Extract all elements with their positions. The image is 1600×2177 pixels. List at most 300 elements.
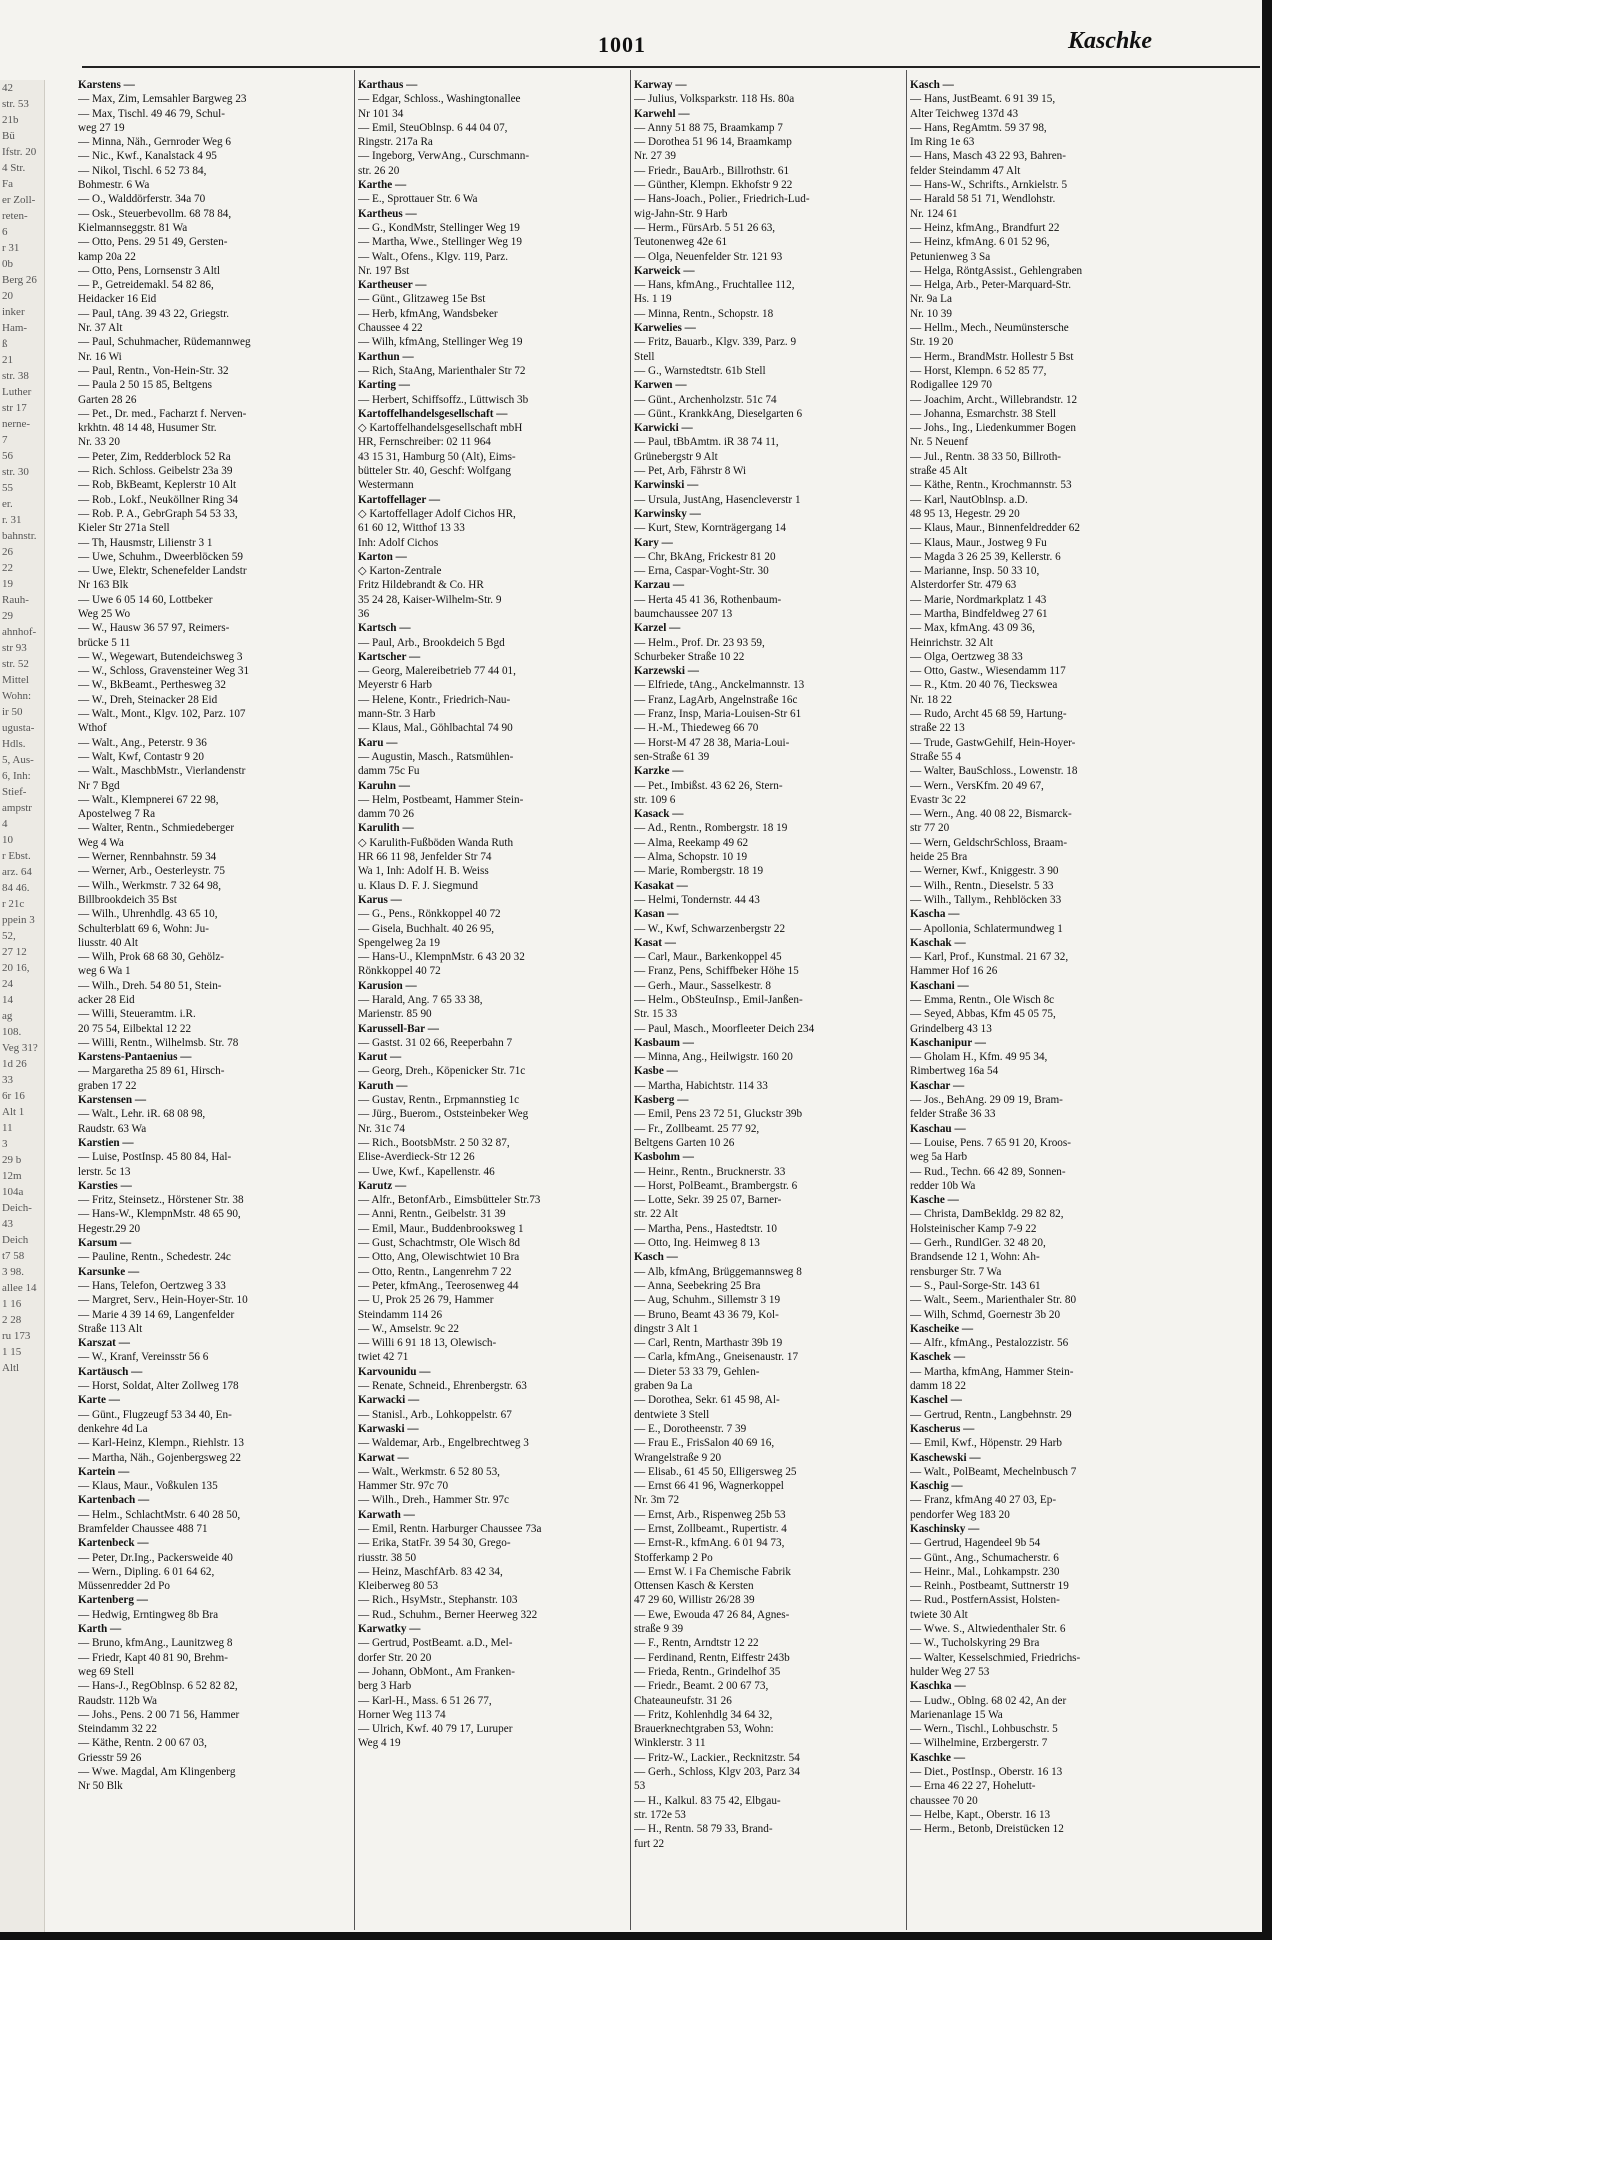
directory-entry: — Emil, Maur., Buddenbrooksweg 1 (358, 1222, 524, 1235)
margin-fragment: str 93 (2, 642, 27, 654)
directory-entry: Chateauneufstr. 31 26 (634, 1694, 732, 1707)
margin-fragment: ru 173 (2, 1330, 31, 1342)
margin-fragment: 104a (2, 1186, 24, 1198)
directory-entry: — Hans-U., KlempnMstr. 6 43 20 32 (358, 951, 525, 964)
directory-entry: str. 109 6 (634, 793, 676, 806)
directory-entry: — Elisab., 61 45 50, Elligersweg 25 (634, 1465, 797, 1478)
directory-entry: — Paul, tBbAmtm. iR 38 74 11, (634, 436, 779, 449)
margin-fragment: bahnstr. (2, 530, 37, 542)
directory-entry: ◇ Karton-Zentrale (358, 565, 442, 578)
margin-fragment: reten- (2, 210, 28, 222)
directory-entry: — Emil, Pens 23 72 51, Gluckstr 39b (634, 1108, 803, 1121)
directory-entry: Grünebergstr 9 Alt (634, 450, 718, 463)
directory-entry: wig-Jahn-Str. 9 Harb (634, 207, 728, 220)
directory-entry: graben 9a La (634, 1380, 693, 1393)
margin-fragment: Fa (2, 178, 13, 190)
directory-entry: — Fr., Zollbeamt. 25 77 92, (634, 1122, 760, 1135)
directory-entry: — Louise, Pens. 7 65 91 20, Kroos- (910, 1136, 1071, 1149)
directory-entry: Griesstr 59 26 (78, 1751, 142, 1764)
directory-entry: — Erika, StatFr. 39 54 30, Grego- (358, 1537, 511, 1550)
directory-entry: — Günt., Glitzaweg 15e Bst (358, 293, 486, 306)
margin-fragment: 19 (2, 578, 13, 590)
directory-entry: mann-Str. 3 Harb (358, 708, 436, 721)
margin-fragment: 3 (2, 1138, 8, 1150)
directory-entry: — Fritz, Steinsetz., Hörstener Str. 38 (78, 1194, 244, 1207)
margin-fragment: arz. 64 (2, 866, 32, 878)
directory-entry: 43 15 31, Hamburg 50 (Alt), Eims- (358, 450, 516, 463)
directory-entry: — Hans, Telefon, Oertzweg 3 33 (78, 1279, 226, 1292)
directory-entry: — Anna, Seebekring 25 Bra (634, 1279, 761, 1292)
directory-entry: — Wern, GeldschrSchloss, Braam- (910, 836, 1068, 849)
directory-entry: dingstr 3 Alt 1 (634, 1322, 699, 1335)
scan-edge-right (1262, 0, 1272, 1940)
directory-entry: — Werner, Kwf., Kniggestr. 3 90 (910, 865, 1059, 878)
directory-entry: — P., Getreidemakl. 54 82 86, (78, 279, 214, 292)
directory-entry: — Jürg., Buerom., Oststeinbeker Weg (358, 1108, 529, 1121)
surname-heading: Karwat — (358, 1451, 409, 1464)
directory-entry: lerstr. 5c 13 (78, 1165, 131, 1178)
directory-entry: Grindelberg 43 13 (910, 1022, 992, 1035)
directory-entry: — O., Walddörferstr. 34a 70 (78, 193, 206, 206)
margin-fragment: er Zoll- (2, 194, 36, 206)
directory-entry: — Ernst W. i Fa Chemische Fabrik (634, 1565, 791, 1578)
margin-fragment: 1 15 (2, 1346, 22, 1358)
directory-entry: — Paul, Rentn., Von-Hein-Str. 32 (78, 364, 229, 377)
directory-entry: Rimbertweg 16a 54 (910, 1065, 999, 1078)
directory-entry: — Klaus, Mal., Göhlbachtal 74 90 (358, 722, 513, 735)
surname-heading: Kartäusch — (78, 1365, 143, 1378)
directory-entry: — Herm., Betonb, Dreistücken 12 (910, 1823, 1064, 1836)
directory-entry: ◇ Karulith-Fußböden Wanda Ruth (358, 836, 514, 849)
directory-entry: — Frieda, Rentn., Grindelhof 35 (634, 1665, 781, 1678)
directory-entry: — Reinh., Postbeamt, Suttnerstr 19 (910, 1580, 1069, 1593)
surname-heading: Karwinski — (634, 479, 699, 492)
directory-entry: — Martha, Wwe., Stellinger Weg 19 (358, 236, 522, 249)
directory-entry: Alter Teichweg 137d 43 (910, 107, 1019, 120)
directory-entry: — Rich, StaAng, Marienthaler Str 72 (358, 364, 526, 377)
surname-heading: Karus — (358, 893, 402, 906)
directory-entry: — Joachim, Archt., Willebrandstr. 12 (910, 393, 1078, 406)
directory-entry: — Wilh., Uhrenhdlg. 43 65 10, (78, 908, 218, 921)
margin-fragment: Luther (2, 386, 32, 398)
margin-fragment: nerne- (2, 418, 31, 430)
directory-entry: — Gisela, Buchhalt. 40 26 95, (358, 922, 495, 935)
directory-entry: — Heinz, kfmAng. 6 01 52 96, (910, 236, 1050, 249)
directory-entry: — Franz, kfmAng 40 27 03, Ep- (910, 1494, 1057, 1507)
directory-entry: — Herb, kfmAng, Wandsbeker (358, 307, 498, 320)
directory-entry: — Emma, Rentn., Ole Wisch 8c (910, 994, 1055, 1006)
directory-entry: — Walter, BauSchloss., Lowenstr. 18 (910, 765, 1078, 778)
directory-entry: — Paul, Schuhmacher, Rüdemannweg (78, 336, 251, 349)
directory-entry: weg 69 Stell (78, 1665, 134, 1678)
directory-entry: — Th, Hausmstr, Lilienstr 3 1 (78, 536, 213, 549)
directory-entry: — Walt, Kwf, Contastr 9 20 (78, 750, 204, 763)
directory-entry: Straße 55 4 (910, 750, 961, 763)
directory-entry: — Aug, Schuhm., Sillemstr 3 19 (634, 1294, 781, 1307)
surname-heading: Karweick — (634, 264, 695, 277)
margin-fragment: 3 98. (2, 1266, 24, 1278)
directory-entry: — Pauline, Rentn., Schedestr. 24c (78, 1251, 231, 1264)
directory-entry: u. Klaus D. F. J. Siegmund (358, 879, 478, 892)
directory-entry: — Peter, Zim, Redderblock 52 Ra (78, 450, 231, 463)
surname-heading: Karstien — (78, 1136, 134, 1149)
directory-entry: Holsteinischer Kamp 7-9 22 (910, 1222, 1037, 1235)
directory-entry: weg 5a Harb (910, 1151, 968, 1164)
directory-entry: — Augustin, Masch., Ratsmühlen- (358, 750, 514, 763)
directory-entry: Brandsende 12 1, Wohn: Ah- (910, 1251, 1040, 1264)
surname-heading: Karte — (78, 1394, 120, 1407)
directory-entry: — Elfriede, tAng., Anckelmannstr. 13 (634, 679, 805, 692)
directory-entry: Billbrookdeich 35 Bst (78, 893, 177, 906)
directory-entry: — Helm, Postbeamt, Hammer Stein- (358, 793, 524, 806)
directory-entry: Marienstr. 85 90 (358, 1008, 432, 1021)
header-rule (82, 66, 1260, 68)
directory-entry: — Herbert, Schiffsoffz., Lüttwisch 3b (358, 393, 529, 406)
surname-heading: Kaschel — (910, 1394, 962, 1407)
directory-entry: — Alma, Schopstr. 10 19 (634, 851, 748, 864)
directory-entry: redder 10b Wa (910, 1179, 976, 1192)
directory-entry: — Rud., Schuhm., Berner Heerweg 322 (358, 1608, 538, 1621)
directory-entry: — G., KondMstr, Stellinger Weg 19 (358, 221, 520, 234)
directory-entry: Teutonenweg 42e 61 (634, 236, 728, 249)
directory-entry: — Alfr., kfmAng., Pestalozzistr. 56 (910, 1337, 1069, 1350)
directory-entry: — Gertrud, PostBeamt. a.D., Mel- (358, 1637, 513, 1650)
margin-fragment: Deich- (2, 1202, 32, 1214)
directory-entry: — Günt., Flugzeugf 53 34 40, En- (78, 1408, 232, 1421)
directory-entry: — Nikol, Tischl. 6 52 73 84, (78, 164, 207, 177)
directory-entry: Straße 113 Alt (78, 1322, 143, 1335)
margin-fragment: 14 (2, 994, 13, 1006)
directory-entry: — H.-M., Thiedeweg 66 70 (634, 722, 759, 735)
surname-heading: Kaschanipur — (910, 1036, 986, 1049)
surname-heading: Kartheus — (358, 207, 417, 220)
directory-entry: — Seyed, Abbas, Kfm 45 05 75, (910, 1008, 1056, 1021)
directory-entry: — Rob. P. A., GebrGraph 54 53 33, (78, 507, 238, 520)
directory-entry: — W., Amselstr. 9c 22 (358, 1322, 460, 1335)
directory-entry: — Peter, Dr.Ing., Packersweide 40 (78, 1551, 233, 1564)
margin-fragment: str. 53 (2, 98, 29, 110)
column-divider (906, 70, 907, 1930)
surname-heading: Kascheike — (910, 1322, 974, 1335)
directory-entry: — Hellm., Mech., Neumünstersche (910, 322, 1069, 335)
directory-entry: — Wwe. Magdal, Am Klingenberg (78, 1766, 236, 1779)
directory-entry: — Herm., BrandMstr. Hollestr 5 Bst (910, 350, 1074, 363)
margin-fragment: 11 (2, 1122, 13, 1134)
margin-fragment: 7 (2, 434, 8, 446)
directory-entry: — Heinr., Mal., Lohkampstr. 230 (910, 1565, 1060, 1578)
directory-entry: Fritz Hildebrandt & Co. HR (358, 579, 484, 592)
directory-entry: — Margret, Serv., Hein-Hoyer-Str. 10 (78, 1294, 248, 1307)
directory-entry: — Harald, Ang. 7 65 33 38, (358, 994, 483, 1006)
margin-fragment: 6 (2, 226, 8, 238)
directory-entry: Winklerstr. 3 11 (634, 1737, 706, 1750)
directory-entry: Raudstr. 112b Wa (78, 1694, 157, 1707)
margin-fragment: str 17 (2, 402, 27, 414)
directory-entry: Str. 15 33 (634, 1008, 678, 1021)
directory-entry: HR, Fernschreiber: 02 11 964 (358, 436, 491, 449)
directory-entry: — Bruno, kfmAng., Launitzweg 8 (78, 1637, 233, 1650)
directory-entry: graben 17 22 (78, 1079, 137, 1092)
directory-entry: — Friedr., Beamt. 2 00 67 73, (634, 1680, 769, 1693)
directory-entry: denkehre 4d La (78, 1422, 148, 1435)
directory-entry: — Gholam H., Kfm. 49 95 34, (910, 1051, 1048, 1064)
surname-heading: Karsunke — (78, 1265, 140, 1278)
directory-entry: — Helm., ObSteuInsp., Emil-Janßen- (634, 994, 803, 1006)
directory-entry: Nr. 124 61 (910, 207, 958, 220)
directory-entry: baumchaussee 207 13 (634, 607, 733, 620)
directory-entry: — Helbe, Kapt., Oberstr. 16 13 (910, 1808, 1051, 1821)
directory-entry: Ringstr. 217a Ra (358, 136, 433, 149)
directory-entry: — Walt., Lehr. iR. 68 08 98, (78, 1108, 206, 1121)
margin-fragment: er. (2, 498, 13, 510)
directory-entry: — Rob., Lokf., Neuköllner Ring 34 (78, 493, 239, 506)
directory-entry: — Klaus, Maur., Voßkulen 135 (78, 1480, 218, 1493)
surname-heading: Karwaski — (358, 1422, 419, 1435)
directory-entry: 53 (634, 1780, 646, 1793)
margin-fragment: 29 b (2, 1154, 22, 1166)
directory-entry: weg 27 19 (78, 121, 125, 134)
directory-entry: — Emil, SteuOblnsp. 6 44 04 07, (358, 121, 508, 134)
surname-heading: Karzewski — (634, 665, 699, 678)
directory-entry: Kleiberweg 80 53 (358, 1580, 439, 1593)
surname-heading: Karwatky — (358, 1623, 421, 1636)
directory-entry: — Rob, BkBeamt, Keplerstr 10 Alt (78, 479, 237, 492)
margin-fragment: 52, (2, 930, 16, 942)
directory-entry: — W., Tucholskyring 29 Bra (910, 1637, 1040, 1650)
margin-fragment: 43 (2, 1218, 13, 1230)
directory-entry: — Pet, Arb, Fährstr 8 Wi (634, 465, 747, 478)
surname-heading: Kartsch — (358, 622, 411, 635)
directory-entry: heide 25 Bra (910, 851, 968, 864)
directory-entry: — Max, Tischl. 49 46 79, Schul- (78, 107, 226, 120)
margin-fragment: allee 14 (2, 1282, 37, 1294)
directory-entry: — Paul, Masch., Moorfleeter Deich 234 (634, 1022, 815, 1035)
surname-heading: Karth — (78, 1623, 122, 1636)
directory-entry: — Lotte, Sekr. 39 25 07, Barner- (634, 1194, 782, 1207)
margin-fragment: Altl (2, 1362, 20, 1374)
directory-entry: — Pet., Imbißst. 43 62 26, Stern- (634, 779, 783, 792)
surname-heading: Karwehl — (634, 107, 690, 120)
directory-entry: krkhtn. 48 14 48, Husumer Str. (78, 422, 217, 435)
directory-entry: — Walt., Werkmstr. 6 52 80 53, (358, 1465, 500, 1478)
directory-entry: Evastr 3c 22 (910, 793, 966, 806)
directory-entry: — Martha, Pens., Hastedtstr. 10 (634, 1222, 777, 1235)
directory-entry: — Waldemar, Arb., Engelbrechtweg 3 (358, 1437, 529, 1450)
directory-entry: twiete 30 Alt (910, 1608, 968, 1621)
directory-entry: — Martha, Bindfeldweg 27 61 (910, 607, 1048, 620)
margin-fragment: ugusta- (2, 722, 35, 734)
directory-entry: — Wilh., Dreh., Hammer Str. 97c (358, 1494, 509, 1507)
surname-heading: Karszat — (78, 1337, 130, 1350)
directory-entry: riusstr. 38 50 (358, 1551, 417, 1564)
surname-heading: Karsum — (78, 1237, 132, 1250)
directory-entry: — Fritz-W., Lackier., Recknitzstr. 54 (634, 1751, 800, 1764)
directory-entry: — Herta 45 41 36, Rothenbaum- (634, 593, 782, 606)
directory-entry: — Wwe. S., Altwiedenthaler Str. 6 (910, 1623, 1066, 1636)
directory-entry: Nr. 31c 74 (358, 1122, 405, 1135)
directory-entry: — Horst, Klempn. 6 52 85 77, (910, 364, 1047, 377)
surname-heading: Kaschek — (910, 1351, 966, 1364)
margin-fragment: 0b (2, 258, 13, 270)
surname-heading: Karstens — (78, 79, 135, 91)
directory-entry: — Gertrud, Rentn., Langbehnstr. 29 (910, 1408, 1072, 1421)
directory-entry: — Günt., KrankkAng, Dieselgarten 6 (634, 407, 803, 420)
directory-entry: Im Ring 1e 63 (910, 136, 975, 149)
directory-entry: — Gustav, Rentn., Erpmannstieg 1c (358, 1094, 520, 1107)
margin-fragment: 21 (2, 354, 13, 366)
surname-heading: Karstens-Pantaenius — (78, 1051, 192, 1064)
directory-entry: felder Straße 36 33 (910, 1108, 996, 1121)
directory-entry: berg 3 Harb (358, 1680, 412, 1693)
surname-heading: Karthe — (358, 179, 407, 192)
directory-entry: — S., Paul-Sorge-Str. 143 61 (910, 1279, 1041, 1292)
directory-entry: Nr. 27 39 (634, 150, 676, 163)
surname-heading: Kasch — (634, 1251, 678, 1264)
surname-heading: Karway — (634, 79, 687, 91)
directory-entry: — Ad., Rentn., Rombergstr. 18 19 (634, 822, 788, 835)
margin-fragment: 2 28 (2, 1314, 22, 1326)
directory-entry: — Max, Zim, Lemsahler Bargweg 23 (78, 93, 247, 106)
directory-entry: — Gerh., RundlGer. 32 48 20, (910, 1237, 1046, 1250)
margin-fragment: str. 30 (2, 466, 29, 478)
directory-entry: — Carla, kfmAng., Gneisenaustr. 17 (634, 1351, 799, 1364)
directory-entry: — Wilh., Rentn., Dieselstr. 5 33 (910, 879, 1054, 892)
directory-entry: — Otto, Gastw., Wiesendamm 117 (910, 665, 1066, 678)
directory-entry: — Jul., Rentn. 38 33 50, Billroth- (910, 450, 1062, 463)
directory-entry: Nr 163 Blk (78, 579, 129, 592)
margin-fragment: Bü (2, 130, 15, 142)
directory-entry: — Dieter 53 33 79, Gehlen- (634, 1365, 760, 1378)
directory-entry: Weg 4 19 (358, 1737, 401, 1750)
directory-entry: — Harald 58 51 71, Wendlohstr. (910, 193, 1056, 206)
directory-entry: — Pet., Dr. med., Facharzt f. Nerven- (78, 407, 247, 420)
directory-entry: Inh: Adolf Cichos (358, 536, 439, 549)
directory-entry: — Hans-J., RegOblnsp. 6 52 82 82, (78, 1680, 238, 1693)
directory-entry: Hammer Str. 97c 70 (358, 1480, 449, 1493)
directory-entry: ◇ Kartoffelhandelsgesellschaft mbH (358, 422, 523, 435)
directory-entry: Steindamm 114 26 (358, 1308, 443, 1321)
directory-entry: — Horst, Soldat, Alter Zollweg 178 (78, 1380, 239, 1393)
directory-entry: Hs. 1 19 (634, 293, 672, 306)
directory-entry: — Rudo, Archt 45 68 59, Hartung- (910, 708, 1067, 721)
directory-entry: — Johs., Ing., Liedenkummer Bogen (910, 422, 1076, 435)
directory-entry: — Julius, Volksparkstr. 118 Hs. 80a (634, 93, 795, 106)
directory-entry: — Chr, BkAng, Frickestr 81 20 (634, 550, 776, 563)
directory-entry: — Ludw., Oblng. 68 02 42, An der (910, 1694, 1067, 1707)
directory-entry: 61 60 12, Witthof 13 33 (358, 522, 465, 535)
directory-entry: damm 75c Fu (358, 765, 420, 778)
directory-entry: str 77 20 (910, 822, 950, 835)
directory-entry: — Nic., Kwf., Kanalstack 4 95 (78, 150, 217, 163)
directory-entry: rensburger Str. 7 Wa (910, 1265, 1002, 1278)
directory-entry: — Marie, Rombergstr. 18 19 (634, 865, 764, 878)
directory-entry: — F., Rentn, Arndtstr 12 22 (634, 1637, 759, 1650)
directory-entry: weg 6 Wa 1 (78, 965, 131, 978)
directory-entry: — Heinz, kfmAng., Brandfurt 22 (910, 221, 1060, 234)
directory-column-2 (358, 78, 630, 1926)
surname-heading: Kaschau — (910, 1122, 966, 1135)
directory-entry: — Willi, Rentn., Wilhelmsb. Str. 78 (78, 1036, 239, 1049)
directory-entry: furt 22 (634, 1837, 665, 1850)
margin-fragment: Hdls. (2, 738, 26, 750)
directory-entry: Weg 4 Wa (78, 836, 124, 849)
directory-entry: — Günther, Klempn. Ekhofstr 9 22 (634, 179, 793, 192)
directory-entry: — Ernst 66 41 96, Wagnerkoppel (634, 1480, 784, 1493)
directory-entry: — W., Schloss, Gravensteiner Weg 31 (78, 665, 250, 678)
directory-entry: — Hans, kfmAng., Fruchtallee 112, (634, 279, 795, 292)
surname-heading: Kartheuser — (358, 279, 427, 292)
directory-entry: — Wilh, Prok 68 68 30, Gehölz- (78, 951, 225, 964)
surname-heading: Kasan — (634, 908, 679, 921)
surname-heading: Kartenberg — (78, 1594, 148, 1607)
directory-entry: Chaussee 4 22 (358, 322, 423, 335)
directory-entry: Weg 25 Wo (78, 607, 131, 620)
margin-fragment: 26 (2, 546, 13, 558)
surname-heading: Karzau — (634, 579, 685, 592)
margin-fragment: Wohn: (2, 690, 32, 702)
directory-entry: Nr. 16 Wi (78, 350, 122, 363)
directory-entry: Nr. 197 Bst (358, 264, 410, 277)
directory-entry: — Minna, Ang., Heilwigstr. 160 20 (634, 1051, 793, 1064)
directory-entry: — Christa, DamBekldg. 29 82 82, (910, 1208, 1064, 1221)
margin-fragment: Berg 26 (2, 274, 37, 286)
directory-entry: — Franz, LagArb, Angelnstraße 16c (634, 693, 798, 706)
directory-entry: — Stanisl., Arb., Lohkoppelstr. 67 (358, 1408, 512, 1421)
directory-entry: — Diet., PostInsp., Oberstr. 16 13 (910, 1766, 1063, 1779)
directory-entry: — Wilhelmine, Erzbergerstr. 7 (910, 1737, 1048, 1750)
directory-entry: damm 70 26 (358, 808, 414, 821)
directory-entry: Meyerstr 6 Harb (358, 679, 432, 692)
surname-heading: Karuth — (358, 1079, 408, 1092)
directory-entry: Nr. 5 Neuenf (910, 436, 969, 449)
directory-entry: — Marianne, Insp. 50 33 10, (910, 565, 1040, 578)
directory-entry: Hegestr.29 20 (78, 1222, 141, 1235)
directory-entry: — Frau E., FrisSalon 40 69 16, (634, 1437, 775, 1450)
directory-entry: ◇ Kartoffellager Adolf Cichos HR, (358, 507, 516, 520)
directory-entry: — Marie, Nordmarkplatz 1 43 (910, 593, 1047, 606)
margin-fragment: 20 16, (2, 962, 30, 974)
directory-entry: — Minna, Rentn., Schopstr. 18 (634, 307, 774, 320)
directory-entry: — Klaus, Maur., Jostweg 9 Fu (910, 536, 1047, 549)
directory-entry: Horner Weg 113 74 (358, 1708, 446, 1721)
margin-fragment: 5, Aus- (2, 754, 34, 766)
margin-fragment: 10 (2, 834, 13, 846)
directory-entry: — Käthe, Rentn. 2 00 67 03, (78, 1737, 207, 1750)
surname-heading: Karu — (358, 736, 398, 749)
directory-entry: — Walter, Rentn., Schmiedeberger (78, 822, 235, 835)
directory-entry: — Georg, Malereibetrieb 77 44 01, (358, 665, 516, 678)
directory-entry: — Georg, Dreh., Köpenicker Str. 71c (358, 1065, 526, 1078)
margin-fragment: 24 (2, 978, 13, 990)
margin-fragment: Ifstr. 20 (2, 146, 37, 158)
directory-entry: — Emil, Kwf., Höpenstr. 29 Harb (910, 1437, 1062, 1450)
surname-heading: Kasakat — (634, 879, 688, 892)
directory-entry: — Wern., VersKfm. 20 49 67, (910, 779, 1044, 792)
directory-entry: — Uwe, Schuhm., Dweerblöcken 59 (78, 550, 243, 563)
directory-entry: — Günt., Archenholzstr. 51c 74 (634, 393, 777, 406)
directory-entry: — H., Rentn. 58 79 33, Brand- (634, 1823, 773, 1836)
directory-entry: dorfer Str. 20 20 (358, 1651, 432, 1664)
directory-entry: straße 22 13 (910, 722, 965, 735)
surname-heading: Karting — (358, 379, 410, 392)
directory-entry: — Franz, Pens, Schiffbeker Höhe 15 (634, 965, 799, 978)
directory-entry: 36 (358, 607, 370, 620)
column-divider (630, 70, 631, 1930)
directory-entry: — Alfr., BetonfArb., Eimsbütteler Str.73 (358, 1194, 541, 1207)
directory-entry: — Dorothea 51 96 14, Braamkamp (634, 136, 792, 149)
surname-heading: Karussell-Bar — (358, 1022, 439, 1035)
directory-column-3 (634, 78, 906, 1926)
